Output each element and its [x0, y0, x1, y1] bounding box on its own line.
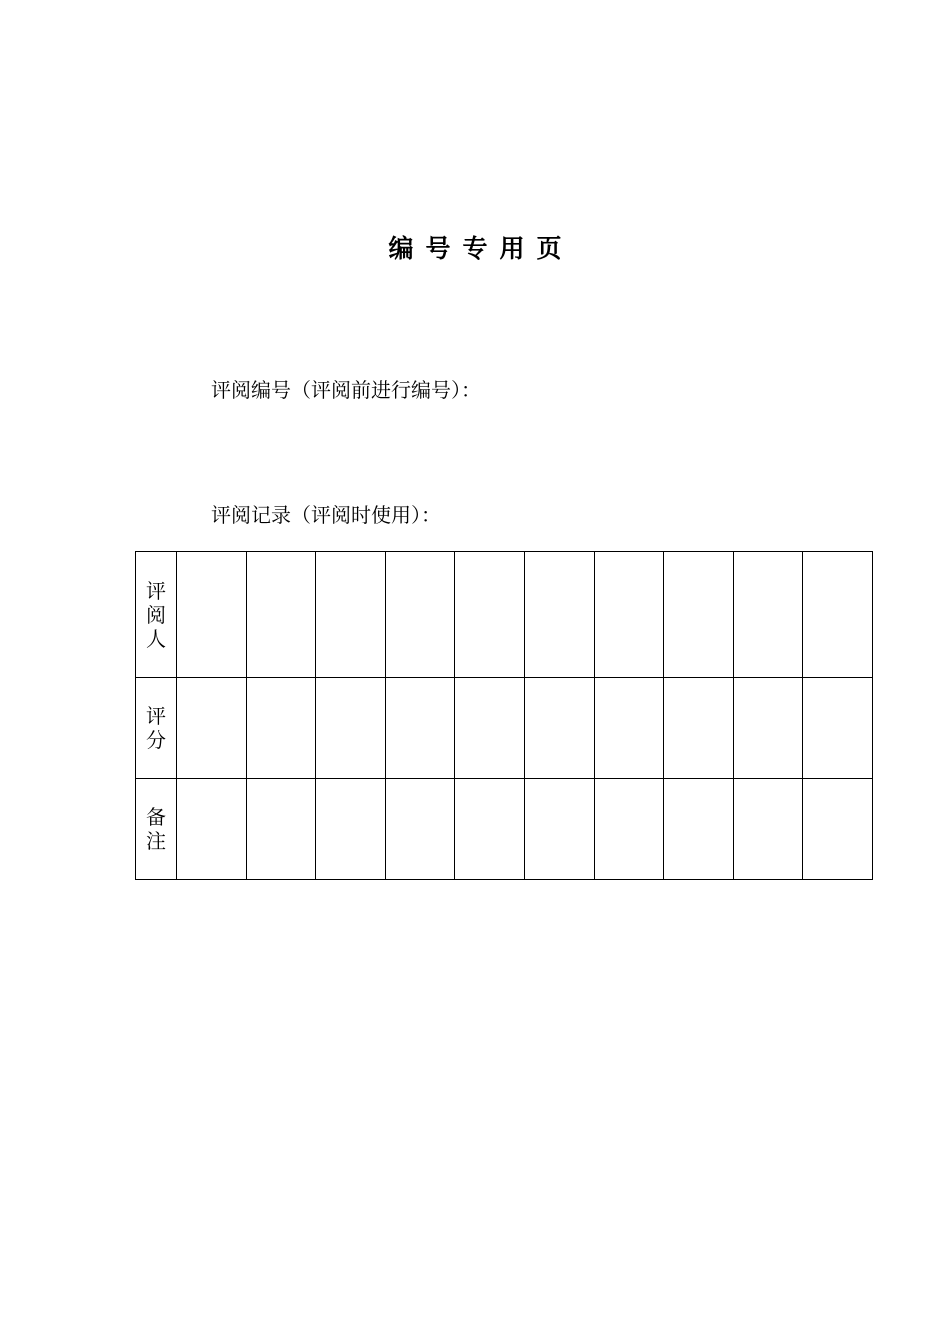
row-header-reviewer: [136, 552, 177, 678]
table-cell[interactable]: [733, 678, 803, 779]
table-cell[interactable]: [664, 779, 734, 880]
table-cell[interactable]: [246, 552, 316, 678]
table-cell[interactable]: [455, 678, 525, 779]
table-cell[interactable]: [803, 552, 873, 678]
table-row-remark: [136, 779, 873, 880]
page-title: 编号专用页: [388, 234, 574, 263]
table-cell[interactable]: [385, 678, 455, 779]
table-cell[interactable]: [246, 678, 316, 779]
row-label-score: 评分: [146, 704, 166, 752]
row-header-score: [136, 678, 177, 779]
table-cell[interactable]: [316, 779, 386, 880]
table-cell[interactable]: [177, 678, 247, 779]
table-cell[interactable]: [594, 552, 664, 678]
row-label-remark: 备注: [146, 805, 166, 853]
table-cell[interactable]: [524, 779, 594, 880]
review-record-label: 评阅记录（评阅时使用）：: [211, 503, 441, 527]
row-label-reviewer: 评阅人: [146, 578, 166, 651]
table-cell[interactable]: [385, 779, 455, 880]
table-row-reviewer: [136, 552, 873, 678]
table-cell[interactable]: [664, 552, 734, 678]
table-cell[interactable]: [594, 779, 664, 880]
review-record-table: [135, 551, 873, 880]
table-cell[interactable]: [733, 779, 803, 880]
table-row-score: [136, 678, 873, 779]
table-cell[interactable]: [246, 779, 316, 880]
row-header-remark: [136, 779, 177, 880]
table-cell[interactable]: [733, 552, 803, 678]
table-cell[interactable]: [455, 552, 525, 678]
table-cell[interactable]: [385, 552, 455, 678]
table-cell[interactable]: [455, 779, 525, 880]
table-cell[interactable]: [177, 552, 247, 678]
table-cell[interactable]: [594, 678, 664, 779]
review-number-label: 评阅编号（评阅前进行编号）：: [211, 378, 481, 402]
table-cell[interactable]: [316, 678, 386, 779]
table-cell[interactable]: [177, 779, 247, 880]
table-cell[interactable]: [803, 779, 873, 880]
table-cell[interactable]: [524, 552, 594, 678]
table-cell[interactable]: [316, 552, 386, 678]
table-cell[interactable]: [524, 678, 594, 779]
table-cell[interactable]: [803, 678, 873, 779]
table-cell[interactable]: [664, 678, 734, 779]
